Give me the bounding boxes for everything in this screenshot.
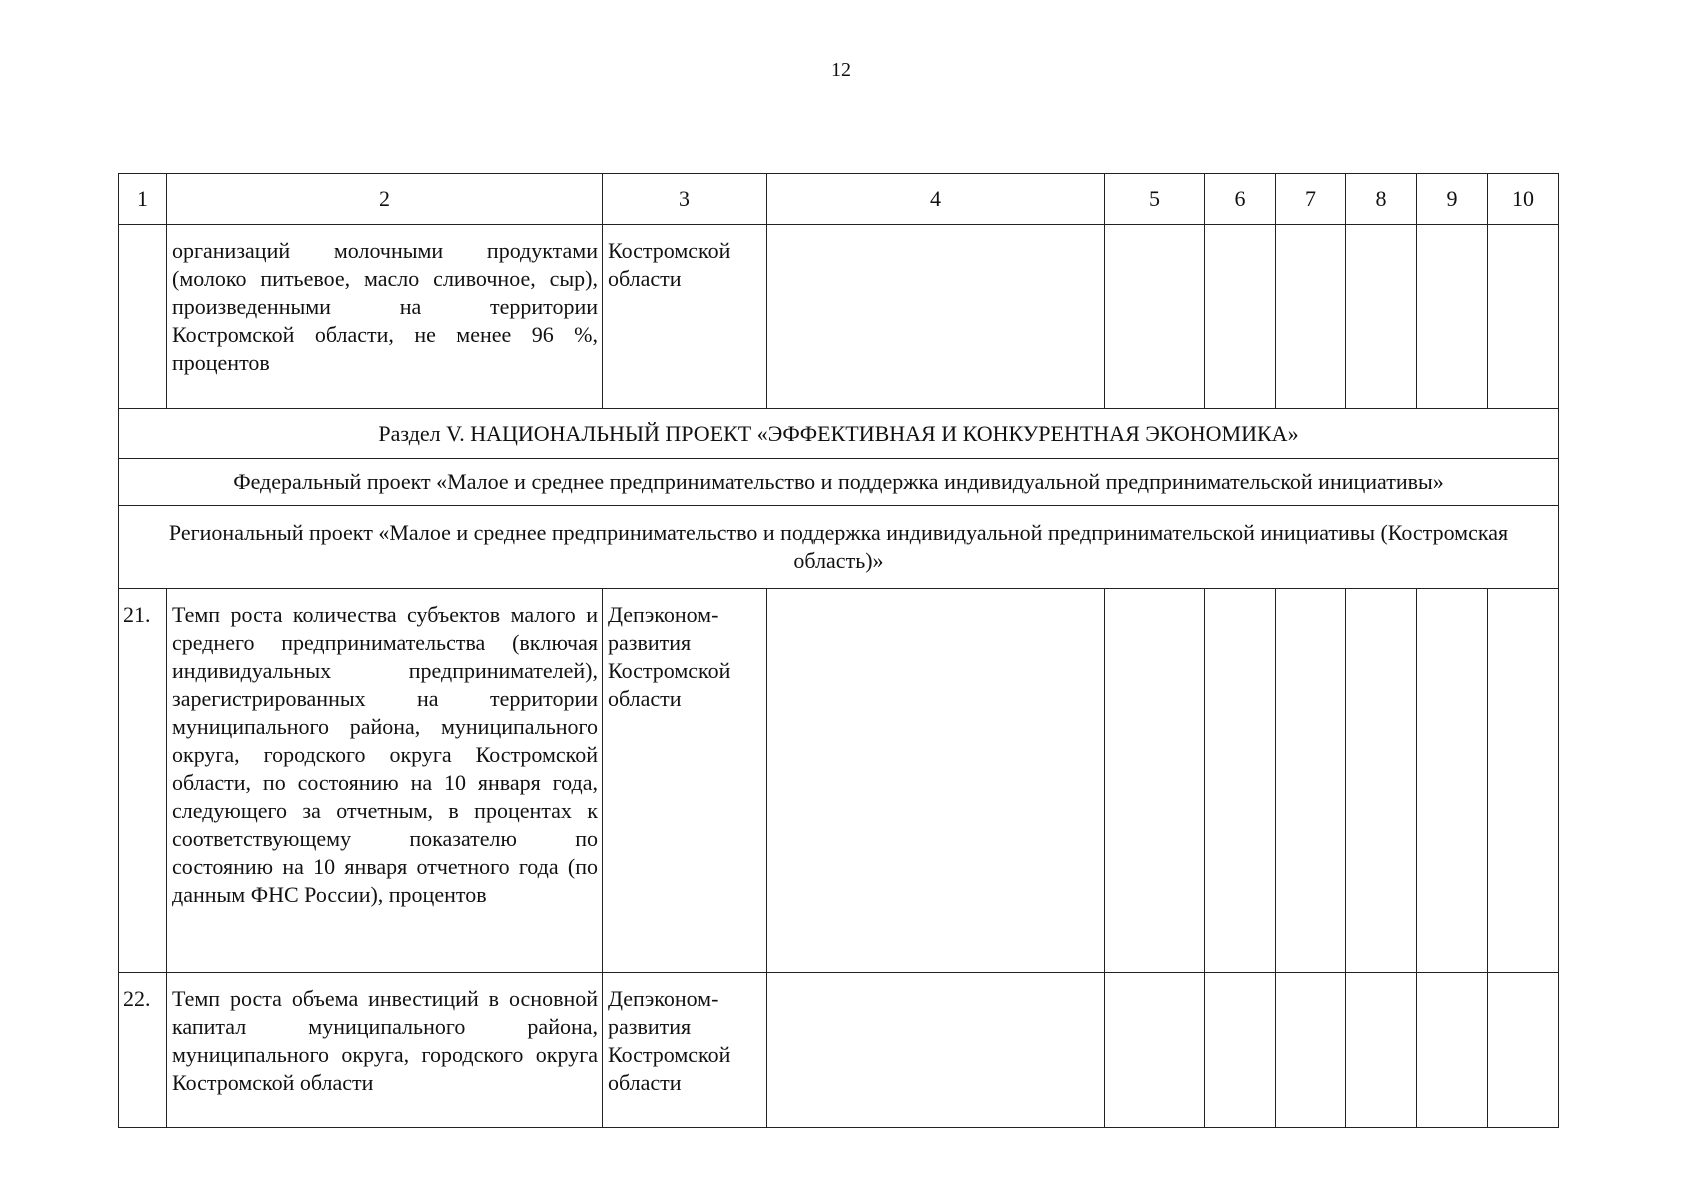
regional-project-row	[119, 506, 1559, 589]
empty-cell	[1205, 973, 1276, 1128]
empty-cell	[1205, 225, 1276, 409]
column-header: 2	[167, 174, 603, 225]
responsible-executor: Депэконом-развития Костромской области	[603, 589, 767, 973]
responsible-executor: Депэконом-развития Костромской области	[603, 973, 767, 1128]
row-number: 21.	[119, 589, 167, 973]
empty-cell	[1417, 589, 1488, 973]
empty-cell	[767, 973, 1105, 1128]
column-header: 10	[1488, 174, 1559, 225]
empty-cell	[767, 225, 1105, 409]
column-header: 8	[1346, 174, 1417, 225]
column-header: 7	[1276, 174, 1346, 225]
empty-cell	[1205, 589, 1276, 973]
table-row	[119, 973, 1559, 1128]
column-header: 6	[1205, 174, 1276, 225]
responsible-executor: Костромской области	[603, 225, 767, 409]
table-row	[119, 589, 1559, 973]
empty-cell	[1417, 973, 1488, 1128]
indicator-description: Темп роста количества субъектов малого и среднего предпринимательства (включая индивидуальных предпринимателей), зарегистрированных на территории муниципального района, муниципального округа, городского округа Костромской области, по состоянию на 10 января года, следующего за отчетным, в процентах к соответствующему показателю по состоянию на 10 января отчетного года (по данным ФНС России), процентов	[167, 589, 603, 973]
empty-cell	[1105, 225, 1205, 409]
indicator-description: организаций молочными продуктами (молоко питьевое, масло сливочное, сыр), произведенными на территории Костромской области, не менее 96 %, процентов	[167, 225, 603, 409]
empty-cell	[1488, 225, 1559, 409]
empty-cell	[1105, 973, 1205, 1128]
column-header: 3	[603, 174, 767, 225]
indicator-description: Темп роста объема инвестиций в основной капитал муниципального района, муниципального округа, городского округа Костромской области	[167, 973, 603, 1128]
empty-cell	[1105, 589, 1205, 973]
column-header: 9	[1417, 174, 1488, 225]
row-number: 22.	[119, 973, 167, 1128]
column-number-header-row	[119, 174, 1559, 225]
table-row	[119, 225, 1559, 409]
section-row	[119, 409, 1559, 459]
indicators-table	[118, 173, 1559, 1128]
empty-cell	[1346, 225, 1417, 409]
section-title: Раздел V. НАЦИОНАЛЬНЫЙ ПРОЕКТ «ЭФФЕКТИВНАЯ И КОНКУРЕНТНАЯ ЭКОНОМИКА»	[119, 409, 1559, 459]
page-number: 12	[831, 59, 851, 81]
empty-cell	[767, 589, 1105, 973]
empty-cell	[1488, 973, 1559, 1128]
empty-cell	[1488, 589, 1559, 973]
empty-cell	[1276, 973, 1346, 1128]
federal-project-title: Федеральный проект «Малое и среднее предпринимательство и поддержка индивидуальной предпринимательской инициативы»	[119, 459, 1559, 506]
row-number	[119, 225, 167, 409]
empty-cell	[1276, 589, 1346, 973]
empty-cell	[1346, 589, 1417, 973]
empty-cell	[1346, 973, 1417, 1128]
empty-cell	[1417, 225, 1488, 409]
column-header: 1	[119, 174, 167, 225]
column-header: 4	[767, 174, 1105, 225]
column-header: 5	[1105, 174, 1205, 225]
regional-project-title: Региональный проект «Малое и среднее предпринимательство и поддержка индивидуальной предпринимательской инициативы (Костромская область)»	[119, 506, 1559, 589]
empty-cell	[1276, 225, 1346, 409]
federal-project-row	[119, 459, 1559, 506]
